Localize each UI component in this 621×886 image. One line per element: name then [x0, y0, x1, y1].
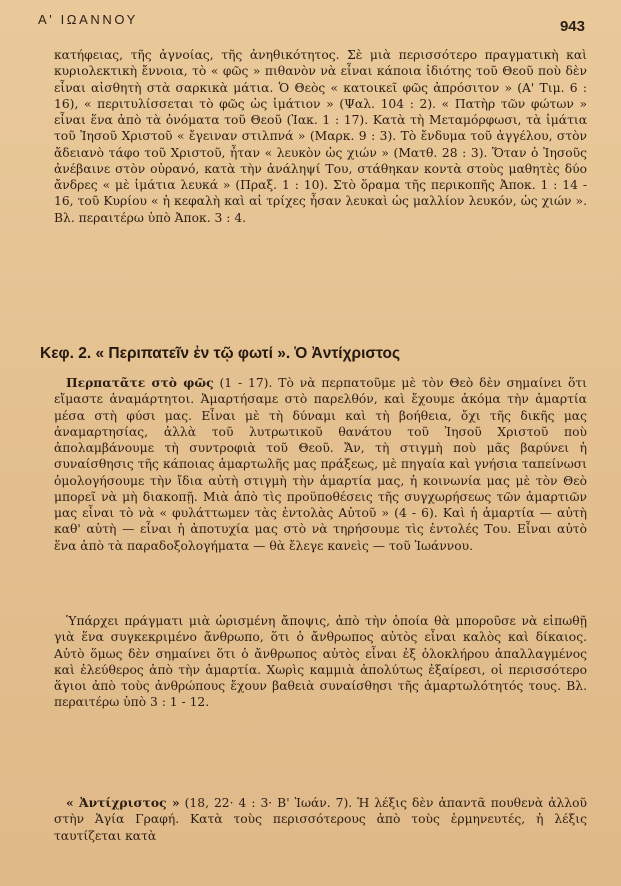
paragraph-body: (18, 22· 4 : 3· Β' Ἰωάν. 7). Ἡ λέξις δὲν ἀπαντᾶ πουθενὰ ἀλλοῦ στὴν Ἁγία Γραφή. Κατὰ τοὺς περισσότερους ἀπὸ τοὺς ἑρμηνευτές, ἡ λέξις ταυτίζεται κατὰ — [54, 796, 587, 843]
paragraph-light-meaning: κατήφειας, τῆς ἀγνοίας, τῆς ἀνηθικότητος. Σὲ μιὰ περισσότερο πραγματικὴ καὶ κυριολεκτικὴ ἔννοια, τὸ « φῶς » πιθανὸν νὰ εἶναι κάποια ἰδιότης τοῦ Θεοῦ ποὺ δὲν εἶναι αἰσθητὴ στὰ σαρκικὰ μάτια. Ὁ Θεὸς « κατοικεῖ φῶς ἀπρόσιτον » (Α' Τιμ. 6 : 16), « περιτυλίσσεται τὸ φῶς ὡς ἱμάτιον » (Ψαλ. 104 : 2). « Πατὴρ τῶν φώτων » εἶναι ἕνα ἀπὸ τὰ ὀνόματα τοῦ Θεοῦ (Ἰακ. 1 : 17). Κατὰ τὴ Μεταμόρφωσι, τὰ ἱμάτια τοῦ Ἰησοῦ Χριστοῦ « ἔγειναν στιλπνά » (Μαρκ. 9 : 3). Τὸ ἔνδυμα τοῦ ἀγγέλου, στὸν ἄδειανὸ τάφο τοῦ Χριστοῦ, ἦταν « λευκὸν ὡς χιών » (Ματθ. 28 : 3). Ὅταν ὁ Ἰησοῦς ἀνέβαινε στὸν οὐρανό, κατὰ τὴν ἀνάληψί Του, στάθηκαν κοντὰ στοὺς μαθητὲς δύο ἄνδρες « μὲ ἱμάτια λευκά » (Πραξ. 1 : 10). Στὸ ὅραμα τῆς περικοπῆς Ἀποκ. 1 : 14 - 16, τοῦ Κυρίου « ἡ κεφαλὴ καὶ αἱ τρίχες ἦσαν λευκαὶ ὡς μαλλίον λευκόν, ὡς χιών ». Βλ. περαιτέρω ὑπὸ Ἀποκ. 3 : 4. — [54, 48, 587, 225]
paragraph-body: (1 - 17). Τὸ νὰ περπατοῦμε μὲ τὸν Θεὸ δὲν σημαίνει ὅτι εἴμαστε ἀναμάρτητοι. Ἁμαρτήσαμε στὸ παρελθόν, καὶ ἔχουμε ἀκόμα τὴν ἁμαρτία μέσα στὴ φύσι μας. Εἶναι μὲ τὴ δύναμι καὶ τὴ βοήθεια, ὄχι τῆς δικῆς μας ἀναμαρτησίας, ἀλλὰ τοῦ λυτρωτικοῦ θανάτου τοῦ Ἰησοῦ Χριστοῦ ποὺ ἀπολαμβάνουμε τὴ συντροφιὰ τοῦ Θεοῦ. Ἄν, τὴ στιγμὴ ποὺ μᾶς βαρύνει ἡ συναίσθησις τῆς κάποιας ἁμαρτωλῆς μας πράξεως, μὲ πηγαία καὶ γνήσια ταπείνωσι ὁμολογήσουμε τὴν ἴδια αὐτὴ στιγμὴ τὴν ἁμαρτία μας, ἡ κοινωνία μας μὲ τὸν Θεὸ μπορεῖ νὰ μὴ διακοπῇ. Μιὰ ἀπὸ τὶς προϋποθέσεις τῆς συγχωρήσεως τῶν ἁμαρτιῶν μας εἶναι τὸ νὰ « φυλάττωμεν τὰς ἐντολὰς Αὐτοῦ » (4 - 6). Καὶ ἡ ἁμαρτία — αὐτὴ καθ' αὑτὴ — εἶναι ἡ ἀποτυχία μας στὸ νὰ τηρήσουμε τὶς ἐντολές Του. Εἶναι αὐτὸ ἕνα ἀπὸ τὰ παραδοξολογήματα — θὰ ἔλεγε κανεὶς — τοῦ Ἰωάννου. — [54, 376, 587, 553]
page-number: 943 — [559, 18, 585, 35]
paragraph-lead-phrase: Περπατᾶτε στὸ φῶς — [66, 375, 214, 390]
chapter-heading: Κεφ. 2. « Περιπατεῖν ἐν τῷ φωτί ». Ὁ Ἀντίχριστος — [40, 345, 401, 362]
paragraph-antichrist — [54, 795, 587, 844]
running-title: Α' ΙΩΑΝΝΟΥ — [38, 12, 138, 27]
paragraph-lead-phrase: « Ἀντίχριστος » — [66, 795, 180, 810]
paragraph-walk-in-light — [54, 375, 587, 554]
running-head — [38, 12, 585, 38]
paragraph-righteousness: Ὑπάρχει πράγματι μιὰ ὡρισμένη ἄποψις, ἀπὸ τὴν ὁποία θὰ μποροῦσε νὰ εἰπωθῇ γιὰ ἕνα συγκεκριμένο ἄνθρωπο, ὅτι ὁ ἄνθρωπος αὐτὸς εἶναι καλὸς καὶ δίκαιος. Αὐτὸ ὅμως δὲν σημαίνει ὅτι ὁ ἄνθρωπος αὐτὸς εἶναι ἐξ ὁλοκλήρου ἀπαλλαγμένος καὶ ἐλεύθερος ἀπὸ τὴν ἁμαρτία. Χωρὶς καμμιὰ ἀπολύτως ἐξαίρεσι, οἱ περισσότερο ἅγιοι ἀπὸ τοὺς ἀνθρώπους ἔχουν βαθειὰ συναίσθησι τῆς ἁμαρτωλότητός τους. Βλ. περαιτέρω ὑπὸ 3 : 1 - 12. — [54, 614, 587, 710]
